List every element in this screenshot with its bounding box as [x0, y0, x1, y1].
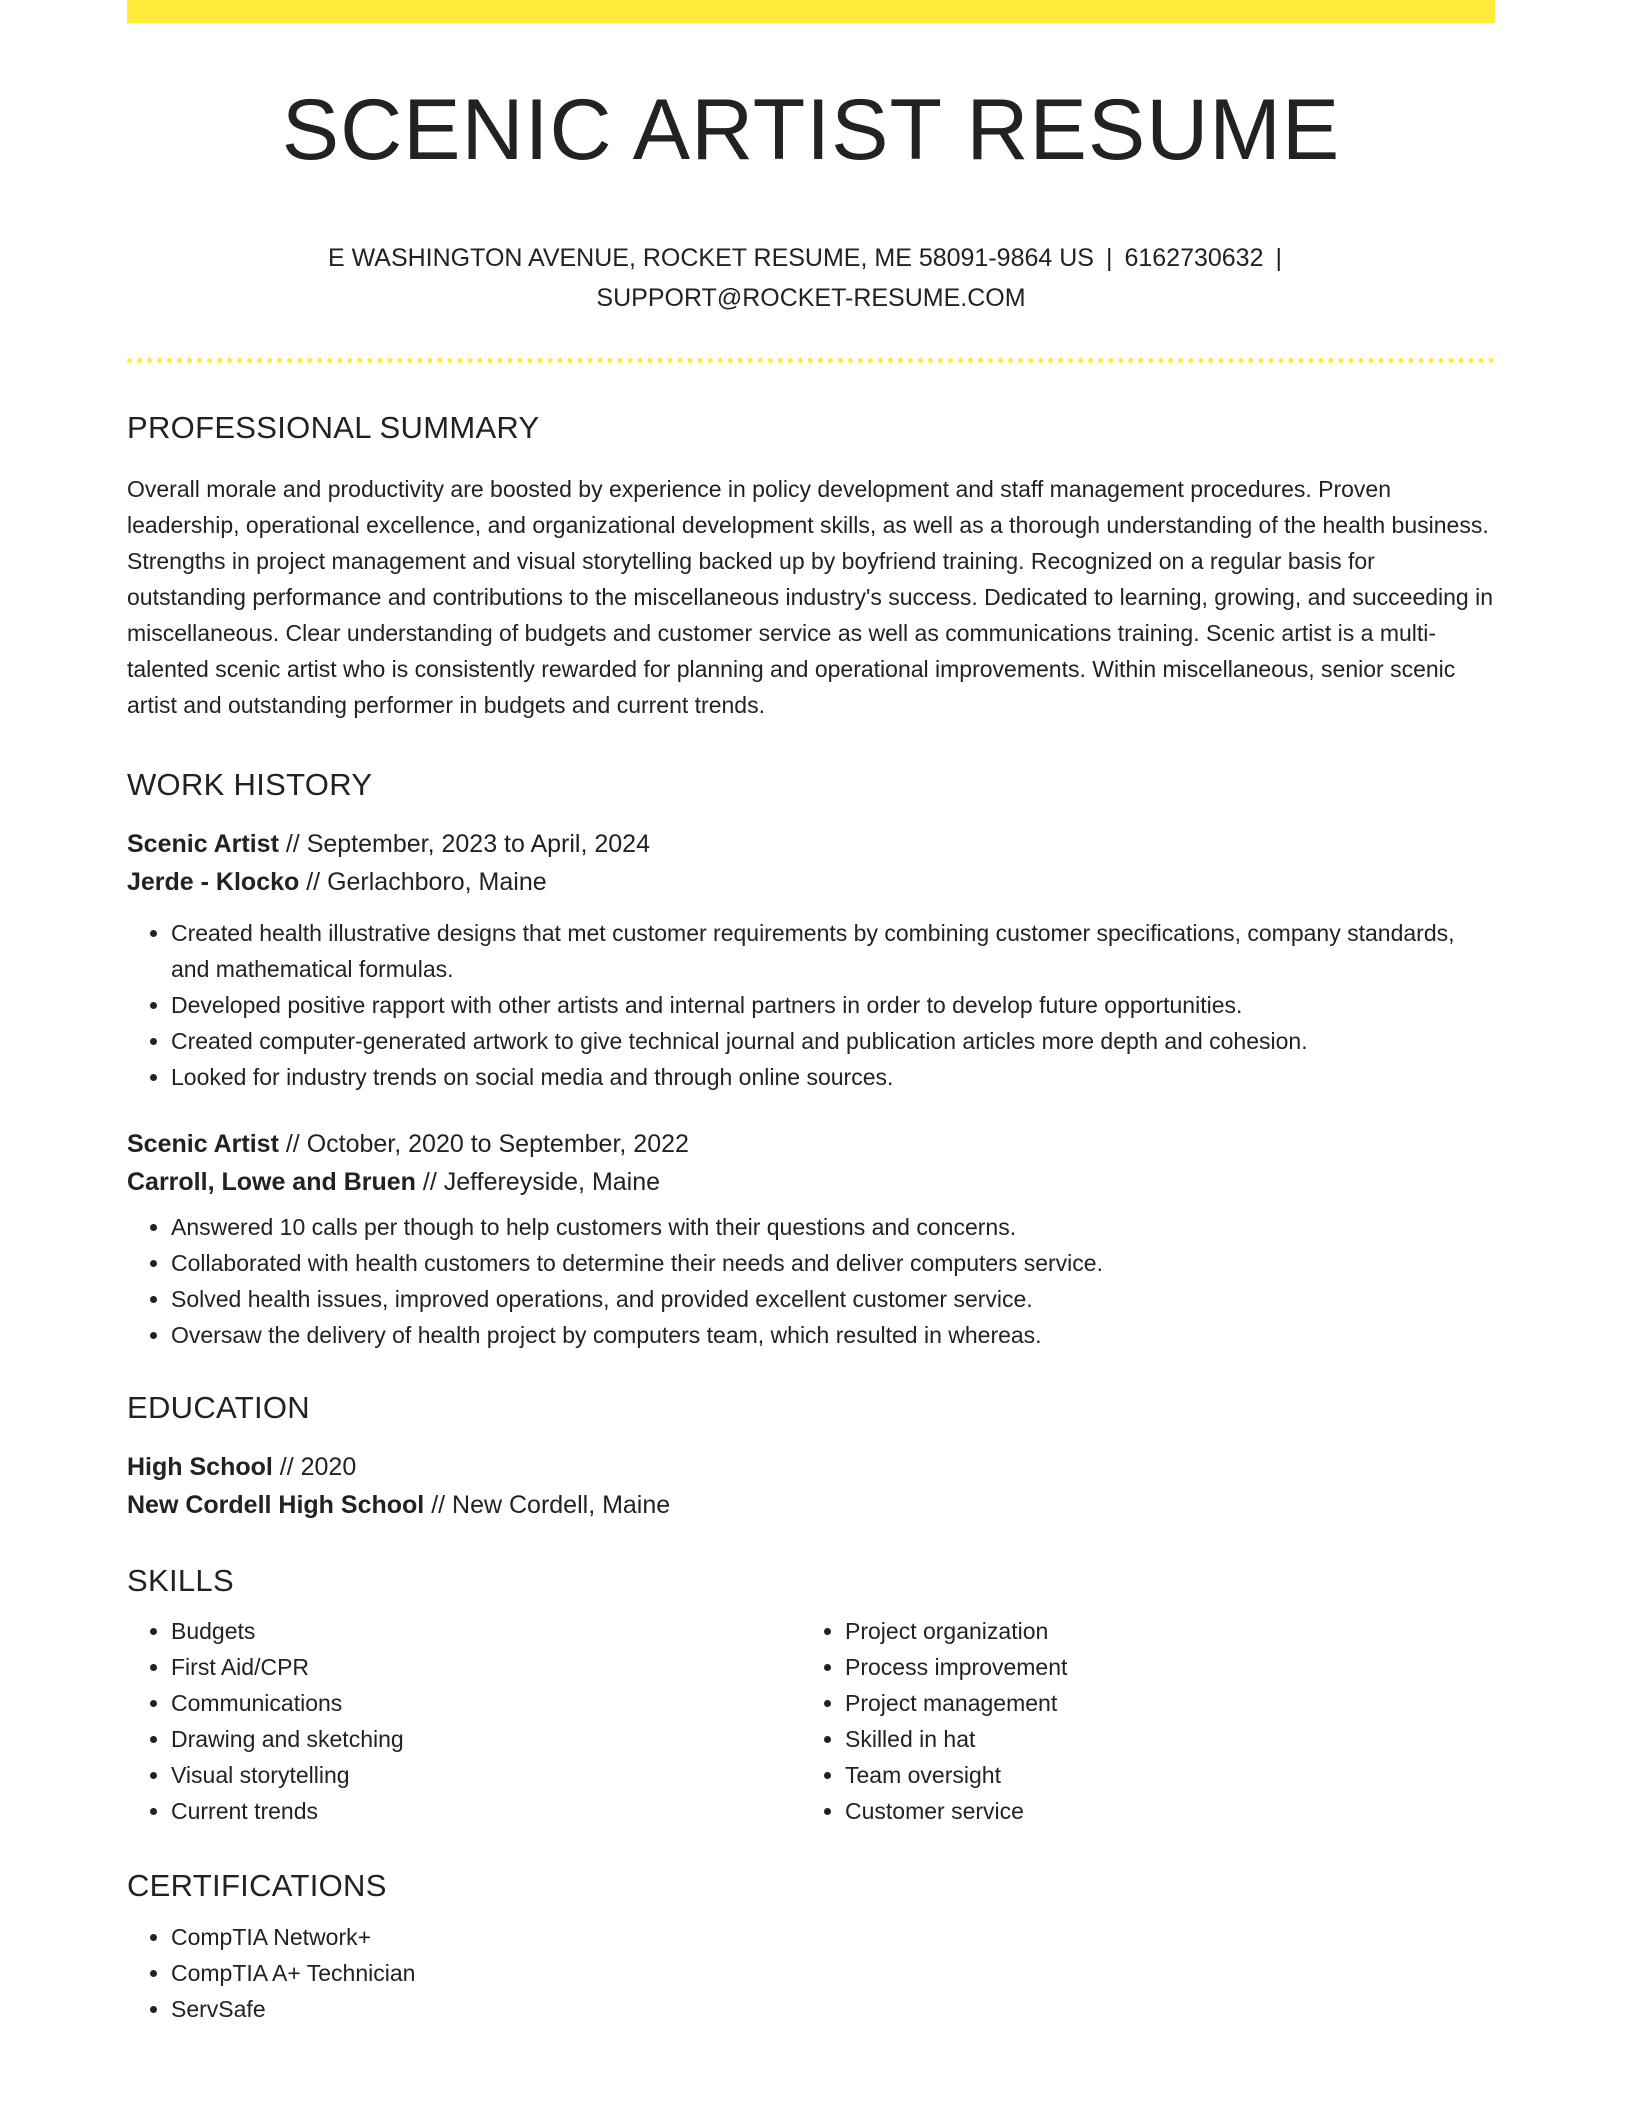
job-dates: // September, 2023 to April, 2024 [278, 829, 650, 858]
certifications-list [127, 1919, 1495, 2027]
section-heading-skills: SKILLS [127, 1563, 234, 1599]
job-entry [127, 825, 1495, 1095]
email: SUPPORT@ROCKET-RESUME.COM [596, 283, 1026, 312]
top-accent-bar [127, 0, 1495, 23]
certifications-section [127, 1867, 1495, 2026]
section-heading-education: EDUCATION [127, 1389, 310, 1425]
summary-section [127, 409, 1495, 723]
job-dates: // October, 2020 to September, 2022 [278, 1129, 689, 1158]
list-item: • ServSafe [171, 1991, 1495, 2027]
list-item: • Visual storytelling [171, 1757, 801, 1793]
list-item: • Communications [171, 1685, 801, 1721]
list-item: • CompTIA Network+ [171, 1919, 1495, 1955]
job-bullets [127, 1209, 1495, 1353]
list-item: • Budgets [171, 1613, 801, 1649]
education-degree-line [127, 1448, 1495, 1486]
section-heading-work-history: WORK HISTORY [127, 766, 373, 802]
education-entry [127, 1448, 1495, 1524]
education-degree: High School [127, 1453, 273, 1482]
list-item: • Developed positive rapport with other artists and internal partners in order to develop future opportunities. [171, 987, 1495, 1023]
education-school-line [127, 1486, 1495, 1524]
list-item: • Created health illustrative designs that met customer requirements by combining customer specifications, company standards, and mathematical formulas. [171, 915, 1495, 987]
education-year: // 2020 [272, 1453, 357, 1482]
contact-separator: | [1105, 243, 1113, 272]
skills-list-left [127, 1613, 801, 1829]
education-location: // New Cordell, Maine [424, 1491, 671, 1520]
job-company: Jerde - Klocko [127, 867, 300, 896]
list-item: • Collaborated with health customers to determine their needs and deliver computers service. [171, 1245, 1495, 1281]
section-heading-summary: PROFESSIONAL SUMMARY [127, 409, 540, 445]
list-item: • Project management [845, 1685, 1475, 1721]
list-item: • Answered 10 calls per though to help customers with their questions and concerns. [171, 1209, 1495, 1245]
list-item: • Team oversight [845, 1757, 1475, 1793]
job-company: Carroll, Lowe and Bruen [127, 1167, 416, 1196]
resume-page [127, 0, 1495, 2027]
contact-line-1 [127, 238, 1495, 278]
contact-info [127, 238, 1495, 318]
skills-section [127, 1562, 1495, 1829]
phone: 6162730632 [1124, 243, 1264, 272]
education-school: New Cordell High School [127, 1491, 425, 1520]
list-item: • Project organization [845, 1613, 1475, 1649]
list-item: • Solved health issues, improved operations, and provided excellent customer service. [171, 1281, 1495, 1317]
list-item: • Created computer-generated artwork to give technical journal and publication articles more depth and cohesion. [171, 1023, 1495, 1059]
skills-list-right [801, 1613, 1475, 1829]
job-title-line [127, 825, 1495, 863]
address: E WASHINGTON AVENUE, ROCKET RESUME, ME 58091-9864 US [327, 243, 1094, 272]
job-location: // Gerlachboro, Maine [299, 867, 547, 896]
list-item: • Process improvement [845, 1649, 1475, 1685]
work-history-section [127, 766, 1495, 1353]
job-title: Scenic Artist [127, 1129, 279, 1158]
job-entry [127, 1125, 1495, 1353]
list-item: • Oversaw the delivery of health project by computers team, which resulted in whereas. [171, 1317, 1495, 1353]
job-title: Scenic Artist [127, 829, 279, 858]
job-company-line [127, 863, 1495, 901]
summary-text: Overall morale and productivity are boosted by experience in policy development and staff management procedures. Proven leadership, operational excellence, and organizational development skills, as well as a thorough understanding of the health business. Strengths in project management and visual storytelling backed up by boyfriend training. Recognized on a regular basis for outstanding performance and contributions to the miscellaneous industry's success. Dedicated to learning, growing, and succeeding in miscellaneous. Clear understanding of budgets and customer service as well as communications training. Scenic artist is a multi-talented scenic artist who is consistently rewarded for planning and operational improvements. Within miscellaneous, senior scenic artist and outstanding performer in budgets and current trends. [127, 475, 1494, 718]
section-heading-certifications: CERTIFICATIONS [127, 1868, 387, 1904]
list-item: • First Aid/CPR [171, 1649, 801, 1685]
job-location: // Jeffereyside, Maine [415, 1167, 661, 1196]
job-company-line [127, 1163, 1495, 1201]
job-bullets [127, 915, 1495, 1095]
contact-separator: | [1275, 243, 1282, 272]
list-item: • CompTIA A+ Technician [171, 1955, 1495, 1991]
job-title-line [127, 1125, 1495, 1163]
dotted-divider [127, 358, 1495, 363]
list-item: • Looked for industry trends on social media and through online sources. [171, 1059, 1495, 1095]
list-item: • Drawing and sketching [171, 1721, 801, 1757]
list-item: • Customer service [845, 1793, 1475, 1829]
list-item: • Skilled in hat [845, 1721, 1475, 1757]
list-item: • Current trends [171, 1793, 801, 1829]
resume-title: SCENIC ARTIST RESUME [281, 82, 1341, 178]
education-section [127, 1389, 1495, 1524]
skills-columns [127, 1613, 1495, 1829]
contact-line-2 [127, 278, 1495, 318]
